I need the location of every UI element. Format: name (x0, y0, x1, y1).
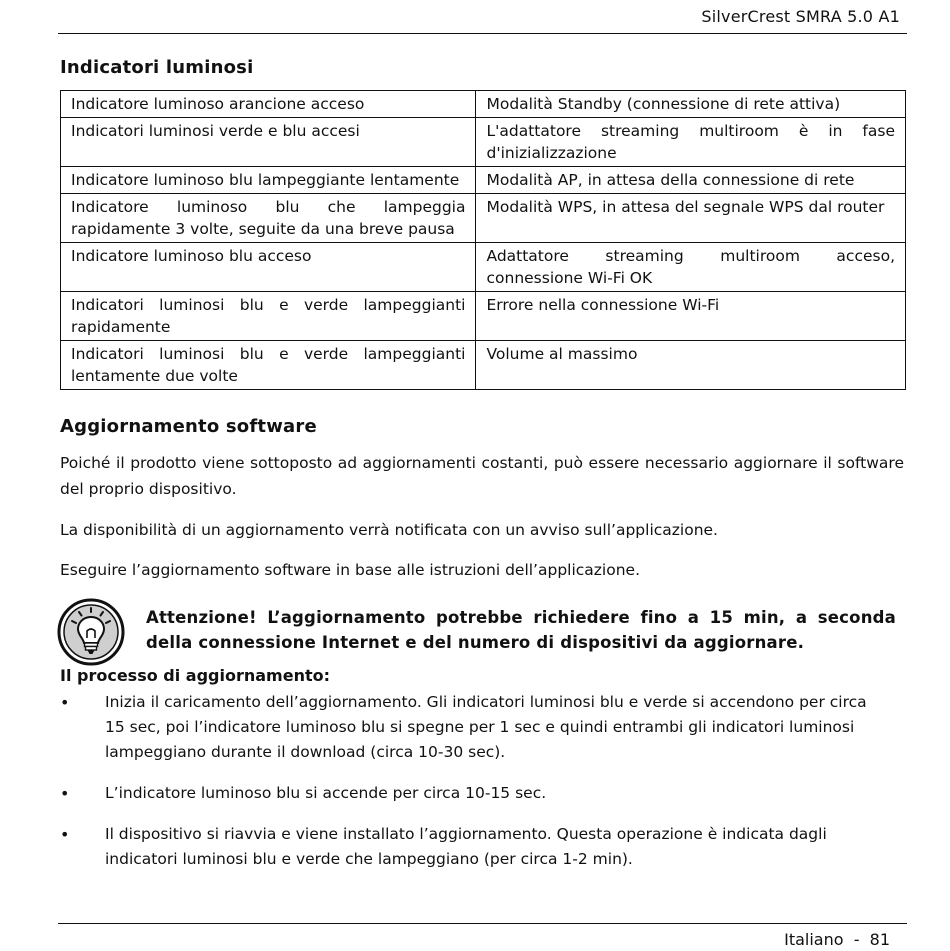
step-text: L’indicatore luminoso blu si accende per circa 10-15 sec. (105, 784, 547, 802)
bullet-marker: • (60, 693, 70, 712)
meaning-cell: Modalità Standby (connessione di rete attiva) (476, 91, 906, 118)
meaning-cell: Volume al massimo (476, 341, 906, 390)
table-row (61, 292, 906, 341)
meaning-cell: Modalità WPS, in attesa del segnale WPS dal router (476, 194, 906, 243)
step-text: Il dispositivo si riavvia e viene installato l’aggiornamento. Questa operazione è indicata dagli indicatori luminosi blu e verde che lampeggiano (per circa 1-2 min). (105, 825, 827, 868)
page-header-title: SilverCrest SMRA 5.0 A1 (701, 7, 900, 26)
indicator-cell: Indicatore luminoso arancione acceso (61, 91, 476, 118)
body-paragraph: La disponibilità di un aggiornamento verrà notificata con un avviso sull’applicazione. (60, 521, 718, 539)
meaning-cell: Adattatore streaming multiroom acceso, connessione Wi-Fi OK (476, 243, 906, 292)
body-paragraph: Eseguire l’aggiornamento software in base alle istruzioni dell’applicazione. (60, 561, 641, 579)
meaning-cell: Errore nella connessione Wi-Fi (476, 292, 906, 341)
meaning-cell: L'adattatore streaming multiroom è in fase d'inizializzazione (476, 118, 906, 167)
meaning-cell: Modalità AP, in attesa della connessione di rete (476, 167, 906, 194)
table-row (61, 243, 906, 292)
update-steps-list (60, 690, 890, 888)
bullet-marker: • (60, 784, 70, 803)
table-row (61, 91, 906, 118)
list-item (60, 690, 890, 765)
indicator-cell: Indicatori luminosi blu e verde lampeggianti rapidamente (61, 292, 476, 341)
indicator-table (60, 90, 906, 390)
header-divider (58, 33, 907, 34)
lightbulb-icon (57, 598, 125, 666)
table-row (61, 167, 906, 194)
indicator-cell: Indicatori luminosi blu e verde lampeggianti lentamente due volte (61, 341, 476, 390)
list-item (60, 822, 890, 872)
table-row (61, 194, 906, 243)
section-heading-indicators: Indicatori luminosi (60, 57, 254, 78)
step-text: Inizia il caricamento dell’aggiornamento. Gli indicatori luminosi blu e verde si accendono per circa 15 sec, poi l’indicatore luminoso blu si spegne per 1 sec e quindi entrambi gli indicatori luminosi lampeggiano durante il download (circa 10-30 sec). (105, 693, 867, 761)
page-number: Italiano - 81 (784, 930, 890, 949)
body-paragraph: Poiché il prodotto viene sottoposto ad aggiornamenti costanti, può essere necessario aggiornare il software del proprio dispositivo. (60, 454, 904, 498)
table-row (61, 341, 906, 390)
indicator-cell: Indicatore luminoso blu acceso (61, 243, 476, 292)
section-heading-software-update: Aggiornamento software (60, 416, 317, 437)
warning-note: Attenzione! L’aggiornamento potrebbe richiedere fino a 15 min, a seconda della connessione Internet e del numero di dispositivi da aggiornare. (146, 608, 896, 652)
process-heading: Il processo di aggiornamento: (60, 666, 331, 685)
indicator-cell: Indicatori luminosi verde e blu accesi (61, 118, 476, 167)
bullet-marker: • (60, 825, 70, 844)
table-row (61, 118, 906, 167)
footer-divider (58, 923, 907, 924)
indicator-cell: Indicatore luminoso blu che lampeggia rapidamente 3 volte, seguite da una breve pausa (61, 194, 476, 243)
indicator-cell: Indicatore luminoso blu lampeggiante lentamente (61, 167, 476, 194)
list-item (60, 781, 890, 806)
